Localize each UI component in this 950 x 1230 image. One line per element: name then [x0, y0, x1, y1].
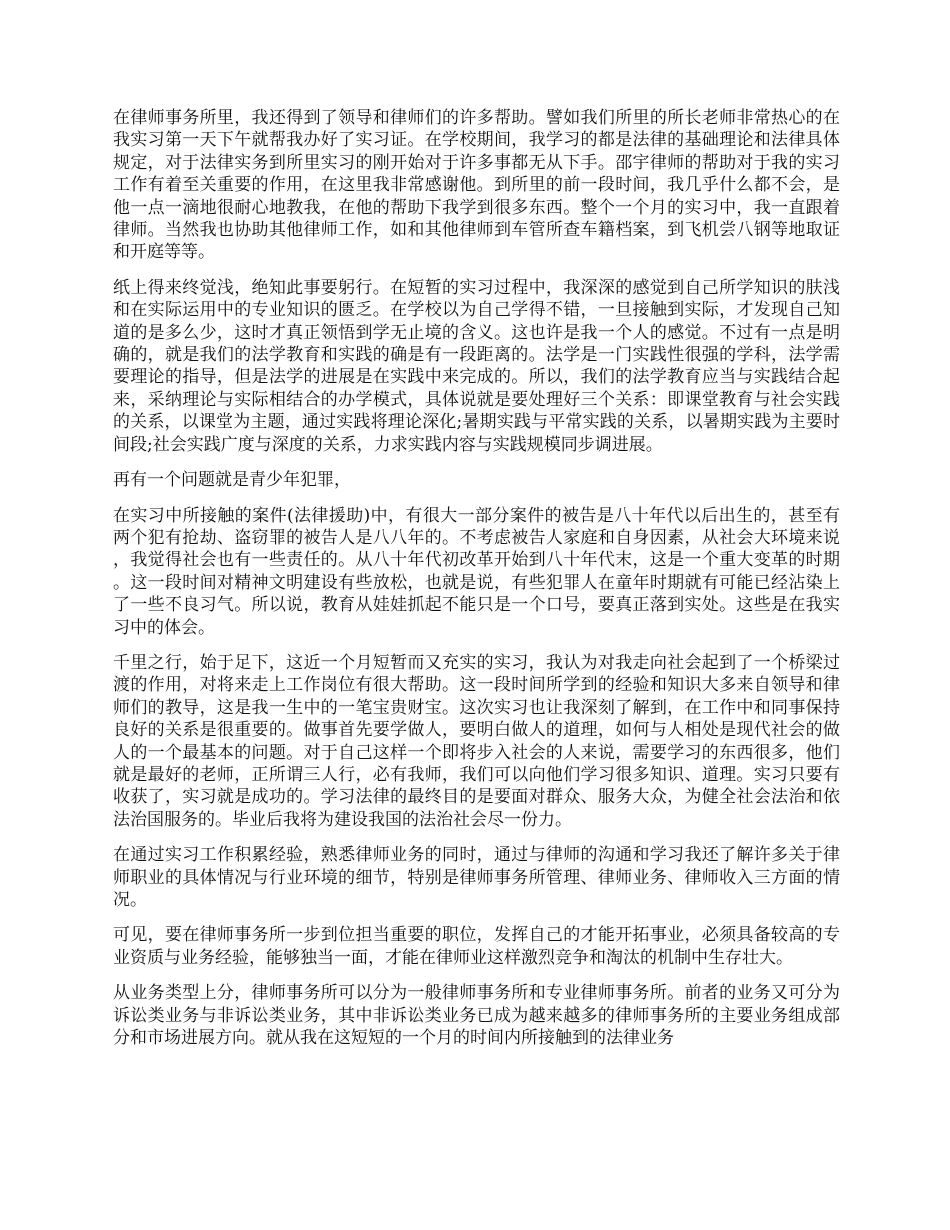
document-body	[113, 107, 840, 1062]
paragraph-4: 在实习中所接触的案件(法律援助)中，有很大一部分案件的被告是八十年代以后出生的，甚至有两个犯有抢劫、盗窃罪的被告人是八八年的。不考虑被告人家庭和自身因素，从社会大环境来说，我觉得社会也有一些责任的。从八十年代初改革开始到八十年代末，这是一个重大变革的时期。这一段时间对精神文明建设有些放松，也就是说，有些犯罪人在童年时期就有可能已经沾染上了一些不良习气。所以说，教育从娃娃抓起不能只是一个口号，要真正落到实处。这些是在我实习中的体会。	[113, 505, 840, 638]
paragraph-1: 在律师事务所里，我还得到了领导和律师们的许多帮助。譬如我们所里的所长老师非常热心的在我实习第一天下午就帮我办好了实习证。在学校期间，我学习的都是法律的基础理论和法律具体规定，对于法律实务到所里实习的刚开始对于许多事都无从下手。邵宇律师的帮助对于我的实习工作有着至关重要的作用，在这里我非常感谢他。到所里的前一段时间，我几乎什么都不会，是他一点一滴地很耐心地教我，在他的帮助下我学到很多东西。整个一个月的实习中，我一直跟着律师。当然我也协助其他律师工作，如和其他律师到车管所查车籍档案，到飞机尝八钢等地取证和开庭等等。	[113, 108, 840, 263]
paragraph-8: 从业务类型上分，律师事务所可以分为一般律师事务所和专业律师事务所。前者的业务又可分为诉讼类业务与非诉讼类业务，其中非诉讼类业务已成为越来越多的律师事务所的主要业务组成部分和市场进展方向。就从我在这短短的一个月的时间内所接触到的法律业务	[113, 983, 840, 1049]
paragraph-3: 再有一个问题就是青少年犯罪，	[113, 470, 351, 491]
paragraph-6: 在通过实习工作积累经验，熟悉律师业务的同时，通过与律师的沟通和学习我还了解许多关于律师职业的具体情况与行业环境的细节，特别是律师事务所管理、律师业务、律师收入三方面的情况。	[113, 845, 840, 910]
paragraph-7: 可见，要在律师事务所一步到位担当重要的职位，发挥自己的才能开拓事业，必须具备较高的专业资质与业务经验，能够独当一面，才能在律师业这样激烈竞争和淘汰的机制中生存壮大。	[113, 925, 840, 968]
paragraph-5: 千里之行，始于足下，这近一个月短暂而又充实的实习，我认为对我走向社会起到了一个桥梁过渡的作用，对将来走上工作岗位有很大帮助。这一段时间所学到的经验和知识大多来自领导和律师们的教导，这是我一生中的一笔宝贵财宝。这次实习也让我深刻了解到，在工作中和同事保持良好的关系是很重要的。做事首先要学做人，要明白做人的道理，如何与人相处是现代社会的做人的一个最基本的问题。对于自己这样一个即将步入社会的人来说，需要学习的东西很多，他们就是最好的老师，正所谓三人行，必有我师，我们可以向他们学习很多知识、道理。实习只要有收获了，实习就是成功的。学习法律的最终目的是要面对群众、服务大众，为健全社会法治和依法治国服务的。毕业后我将为建设我国的法治社会尽一份力。	[113, 652, 840, 830]
paragraph-2: 纸上得来终觉浅，绝知此事要躬行。在短暂的实习过程中，我深深的感觉到自己所学知识的肤浅和在实际运用中的专业知识的匮乏。在学校以为自己学得不错，一旦接触到实际，才发现自己知道的是多么少，这时才真正领悟到学无止境的含义。这也许是我一个人的感觉。不过有一点是明确的，就是我们的法学教育和实践的确是有一段距离的。法学是一门实践性很强的学科，法学需要理论的指导，但是法学的进展是在实践中来完成的。所以，我们的法学教育应当与实践结合起来，采纳理论与实际相结合的办学模式，具体说就是要处理好三个关系：即课堂教育与社会实践的关系，以课堂为主题，通过实践将理论深化;暑期实践与平常实践的关系，以暑期实践为主要时间段;社会实践广度与深度的关系，力求实践内容与实践规模同步调进展。	[113, 277, 840, 455]
